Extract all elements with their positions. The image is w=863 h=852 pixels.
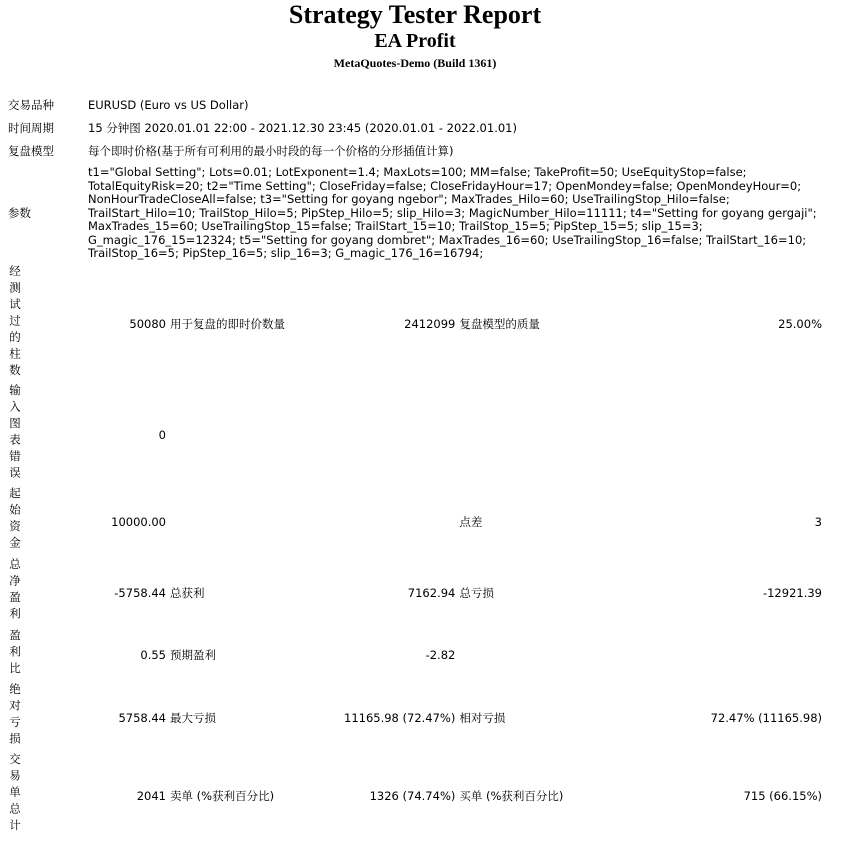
- abs-dd-value: 5758.44: [118, 710, 166, 725]
- params-label: 参数: [8, 206, 31, 221]
- errors-label: 输入图表错误: [8, 383, 22, 483]
- abs-dd-label: 绝对亏损: [8, 683, 22, 749]
- ea-name: EA Profit: [374, 30, 456, 52]
- quality-label: 复盘模型的质量: [459, 316, 540, 331]
- row-dd: [6, 682, 824, 753]
- pf-label: 盈利比: [8, 628, 22, 679]
- symbol-label: 交易品种: [8, 97, 54, 112]
- bars-value: 50080: [129, 316, 166, 331]
- payoff-value: -2.82: [425, 648, 456, 662]
- params-value: t1="Global Setting"; Lots=0.01; LotExponent=1.4; MaxLots=100; MM=false; TakeProfit=50; UseEquityStop=false; TotalEquityRisk=20; t2="Time Setting"; CloseFriday=false; CloseFridayHour=17; OpenMondey=false; OpenMondeyHour=0; NonHourTradeCloseAll=false; t3="Setting for goyang ngebor"; MaxTrades_Hilo=60; UseTrailingStop_Hilo=false; TrailStart_Hilo=10; TrailStop_Hilo=5; PipStep_Hilo=5; slip_Hilo=3; MagicNumber_Hilo=11111; t4="Setting for goyang gergaji"; MaxTrades_15=60; UseTrailingStop_15=false; TrailStart_15=10; TrailStop_15=5; PipStep_15=5; slip_15=3; G_magic_176_15=12324; t5="Setting for goyang dombret"; MaxTrades_16=60; UseTrailingStop_16=false; TrailStart_16=10; TrailStop_16=5; PipStep_16=5; slip_16=3; G_magic_176_16=16794;: [88, 165, 817, 260]
- gross-loss-value: -12921.39: [762, 585, 822, 600]
- spread-value: 3: [814, 514, 822, 529]
- spread-label: 点差: [459, 514, 483, 529]
- quality-value: 25.00%: [778, 316, 822, 331]
- max-dd-label: 最大亏损: [170, 710, 216, 725]
- row-net: [6, 557, 824, 628]
- short-label: 卖单 (%获利百分比): [170, 789, 275, 803]
- long-value: 715 (66.15%): [743, 789, 822, 803]
- report-title: Strategy Tester Report: [288, 0, 542, 29]
- row-pf: [6, 628, 824, 682]
- period-label: 时间周期: [8, 120, 54, 135]
- max-dd-value: 11165.98 (72.47%): [344, 710, 456, 725]
- report-table: [6, 93, 824, 839]
- row-symbol: [6, 93, 824, 116]
- gross-loss-label: 总亏损: [459, 585, 494, 600]
- errors-value: 0: [158, 427, 166, 442]
- trades-value: 2041: [136, 789, 166, 803]
- gross-profit-value: 7162.94: [407, 585, 456, 600]
- rel-dd-value: 72.47% (11165.98): [710, 710, 822, 725]
- model-value: 每个即时价格(基于所有可利用的最小时段的每一个价格的分形插值计算): [88, 143, 454, 158]
- row-params: [6, 162, 824, 265]
- trades-label: 交易单总计: [8, 753, 22, 836]
- net-value: -5758.44: [114, 585, 166, 600]
- gross-profit-label: 总获利: [170, 585, 205, 600]
- payoff-label: 预期盈利: [170, 648, 216, 662]
- deposit-label: 起始资金: [8, 487, 22, 553]
- rel-dd-label: 相对亏损: [459, 710, 506, 725]
- pf-value: 0.55: [140, 648, 166, 662]
- row-model: [6, 139, 824, 162]
- deposit-value: 10000.00: [111, 514, 166, 529]
- model-label: 复盘模型: [8, 143, 54, 158]
- net-label: 总净盈利: [8, 558, 22, 624]
- row-bars: [6, 265, 824, 384]
- symbol-value: EURUSD (Euro vs US Dollar): [88, 97, 249, 112]
- period-value: 15 分钟图 2020.01.01 22:00 - 2021.12.30 23:45 (2020.01.01 - 2022.01.01): [88, 120, 517, 135]
- long-label: 买单 (%获利百分比): [459, 789, 564, 803]
- row-deposit: [6, 486, 824, 557]
- row-errors: [6, 383, 824, 486]
- short-value: 1326 (74.74%): [369, 789, 456, 803]
- server-build: MetaQuotes-Demo (Build 1361): [333, 56, 497, 70]
- row-trades: [6, 753, 824, 839]
- ticks-value: 2412099: [404, 316, 456, 331]
- row-period: [6, 116, 824, 139]
- bars-label: 经测试过的柱数: [8, 264, 22, 380]
- ticks-label: 用于复盘的即时价数量: [170, 316, 285, 331]
